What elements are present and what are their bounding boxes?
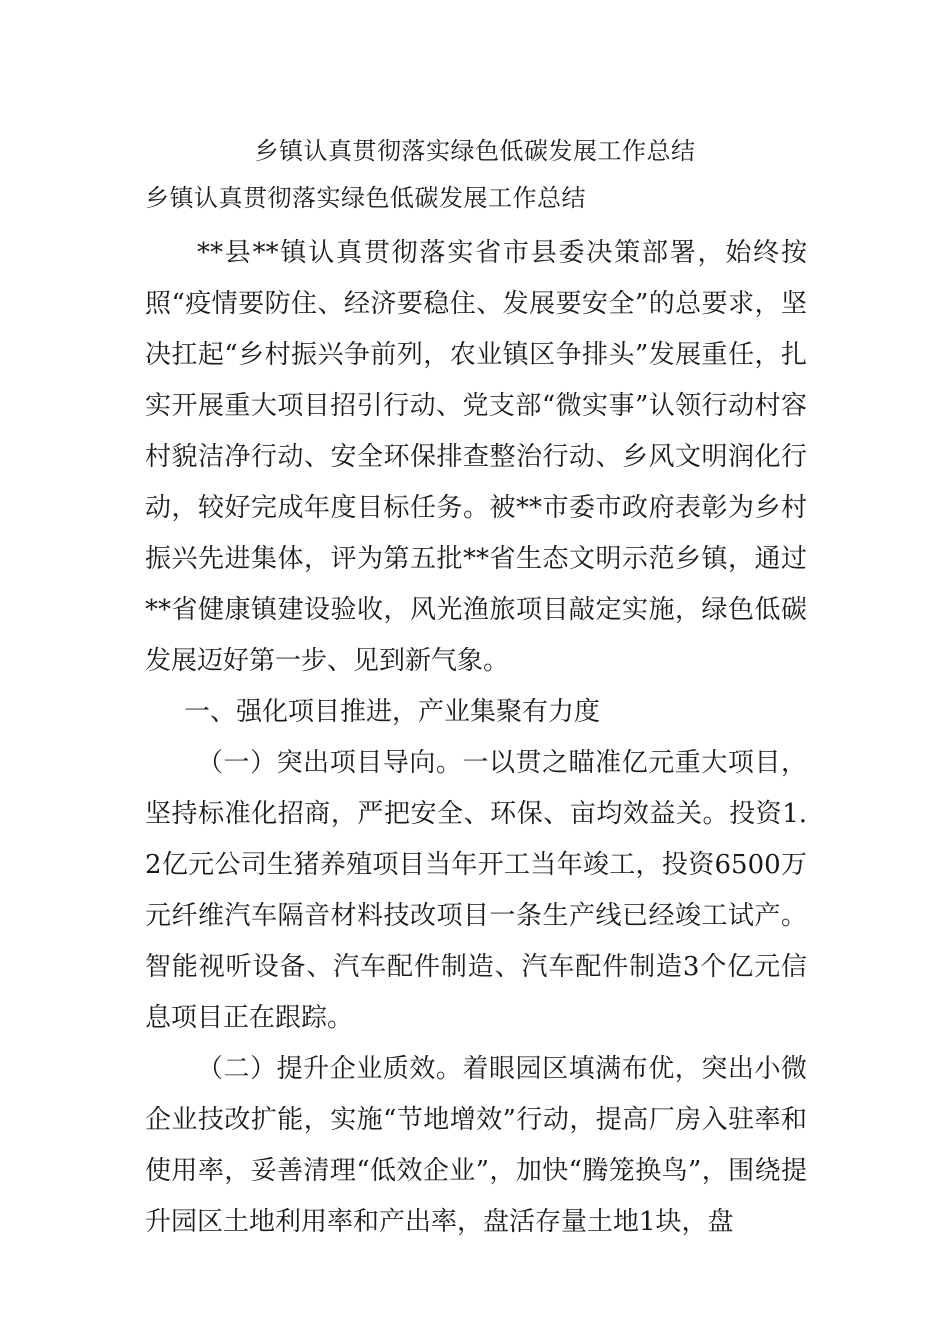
document-subtitle: 乡镇认真贯彻落实绿色低碳发展工作总结 (145, 184, 586, 212)
document-title: 乡镇认真贯彻落实绿色低碳发展工作总结 (254, 137, 696, 165)
document-body (145, 228, 807, 1248)
paragraph-enterprise-quality: （二）提升企业质效。着眼园区填满布优，突出小微企业技改扩能，实施“节地增效”行动，提高厂房入驻率和使用率，妥善清理“低效企业”，加快“腾笼换鸟”，围绕提升园区土地利用率和产出率，盘活存量土地1块，盘 (145, 1054, 807, 1237)
section-heading-1: 一、强化项目推进，产业集聚有力度 (184, 697, 601, 727)
paragraph-intro: **县**镇认真贯彻落实省市县委决策部署，始终按照“疫情要防住、经济要稳住、发展要安全”的总要求，坚决扛起“乡村振兴争前列，农业镇区争排头”发展重任，扎实开展重大项目招引行动、党支部“微实事”认领行动村容村貌洁净行动、安全环保排查整治行动、乡风文明润化行动，较好完成年度目标任务。被**市委市政府表彰为乡村振兴先进集体，评为第五批**省生态文明示范乡镇，通过**省健康镇建设验收，风光渔旅项目敲定实施，绿色低碳发展迈好第一步、见到新气象。 (145, 238, 807, 676)
paragraph-project-guidance: （一）突出项目导向。一以贯之瞄准亿元重大项目，坚持标准化招商，严把安全、环保、亩均效益关。投资1.2亿元公司生猪养殖项目当年开工当年竣工，投资6500万元纤维汽车隔音材料技改项目一条生产线已经竣工试产。智能视听设备、汽车配件制造、汽车配件制造3个亿元信息项目正在跟踪。 (145, 748, 807, 1033)
